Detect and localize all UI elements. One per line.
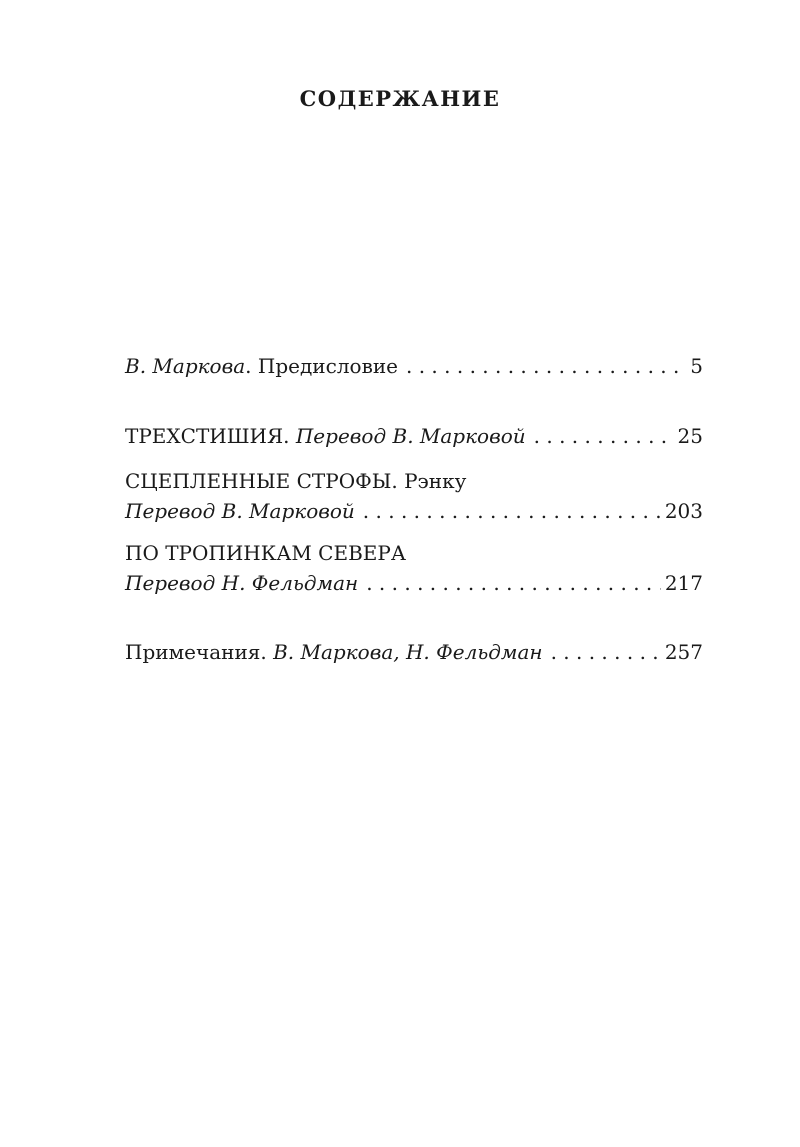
toc-entry-tercets[interactable]	[125, 421, 703, 451]
dot-leader	[551, 637, 661, 667]
toc-entry-preface[interactable]	[125, 351, 703, 381]
toc-entry-title: Предисловие	[257, 354, 398, 378]
toc-entry-north-paths[interactable]	[125, 538, 703, 598]
toc-page-number: 25	[677, 424, 703, 448]
toc-entry-linked-stanzas[interactable]	[125, 466, 703, 526]
toc-entry-translator: Перевод Н. Фельдман	[125, 571, 359, 595]
toc-entry-label	[125, 637, 543, 667]
page-title: СОДЕРЖАНИЕ	[299, 86, 501, 111]
toc-page-number: 203	[664, 499, 703, 523]
toc-entry-label	[125, 421, 526, 451]
toc-entry-authors: В. Маркова, Н. Фельдман	[273, 640, 543, 664]
dot-leader	[406, 351, 686, 381]
toc-entry-translator: Перевод В. Марковой	[295, 424, 526, 448]
dot-leader	[366, 568, 661, 598]
dot-leader	[534, 421, 674, 451]
toc-entry-notes[interactable]	[125, 637, 703, 667]
toc-entry-title: СЦЕПЛЕННЫЕ СТРОФЫ. Рэнку	[125, 469, 467, 493]
toc-entry-title: ПО ТРОПИНКАМ СЕВЕРА	[125, 541, 406, 565]
toc-page-number: 5	[690, 354, 703, 378]
toc-entry-label	[125, 351, 398, 381]
toc-entry-author: В. Маркова	[125, 354, 246, 378]
toc-entry-title: ТРЕХСТИШИЯ.	[125, 424, 296, 448]
toc-entry-separator: .	[245, 354, 258, 378]
toc-entry-title: Примечания.	[125, 640, 274, 664]
toc-page-number: 217	[664, 571, 703, 595]
toc-page-number: 257	[664, 640, 703, 664]
toc-entry-translator: Перевод В. Марковой	[125, 499, 355, 523]
dot-leader	[363, 496, 661, 526]
